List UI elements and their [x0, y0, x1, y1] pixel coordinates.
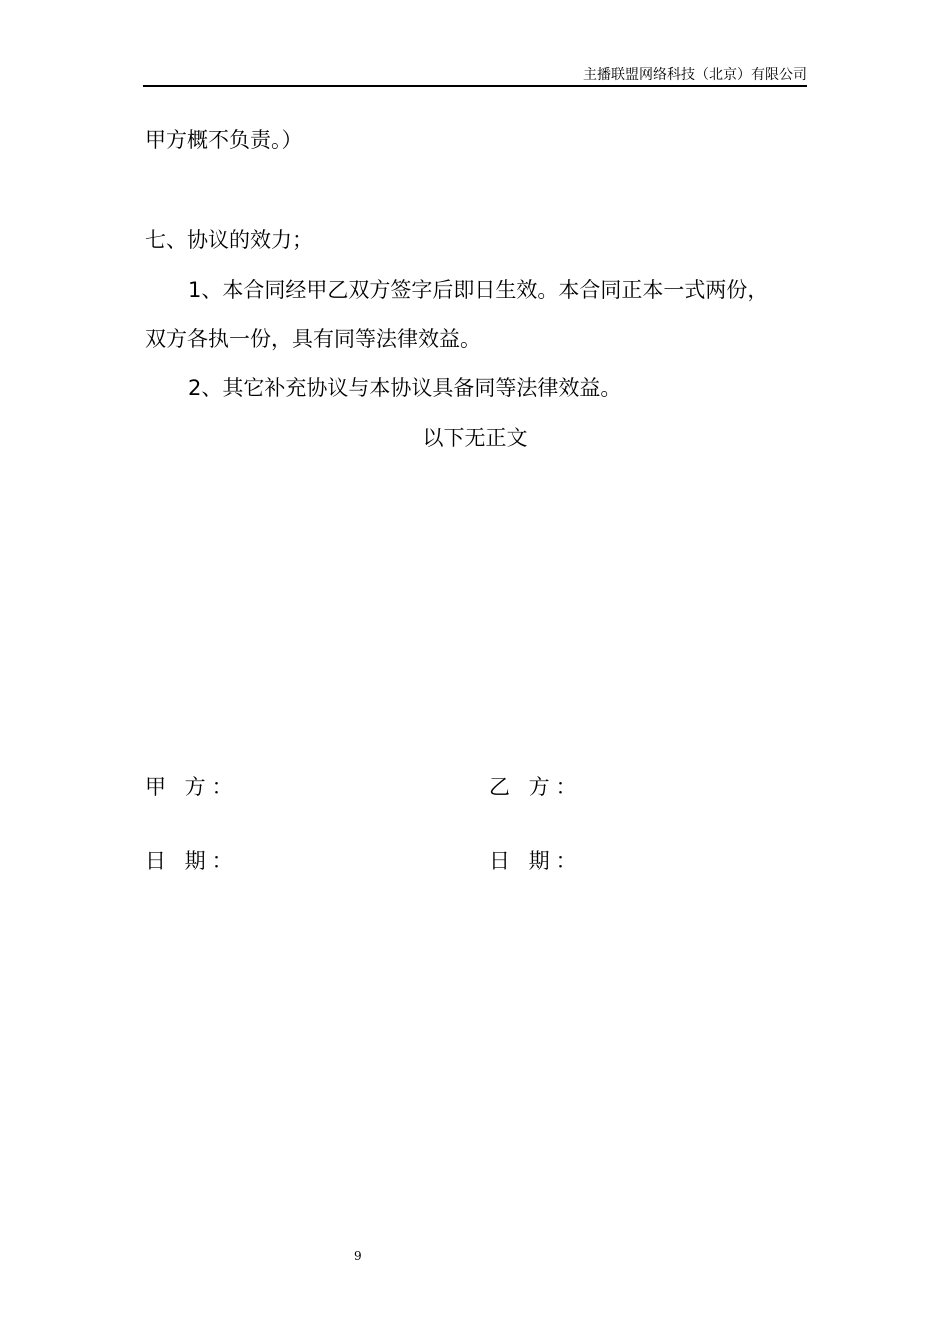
- page-number: 9: [354, 1249, 362, 1263]
- party-b-label: 乙 方：: [489, 775, 583, 799]
- continuation-text: 甲方概不负责。）: [145, 128, 303, 152]
- end-of-text-note: 以下无正文: [422, 426, 528, 450]
- clause-1-line-2: 双方各执一份，具有同等法律效益。: [145, 327, 481, 351]
- header-company-name: 主播联盟网络科技（北京）有限公司: [583, 67, 807, 83]
- header-divider: [143, 85, 807, 87]
- clause-1-line-1: 1、本合同经甲乙双方签字后即日生效。本合同正本一式两份，: [188, 278, 769, 302]
- party-a-date-label: 日 期：: [145, 849, 239, 873]
- party-b-date-label: 日 期：: [489, 849, 583, 873]
- clause-2: 2、其它补充协议与本协议具备同等法律效益。: [188, 376, 622, 400]
- party-a-label: 甲 方：: [145, 775, 239, 799]
- section-title: 七、协议的效力；: [145, 228, 313, 252]
